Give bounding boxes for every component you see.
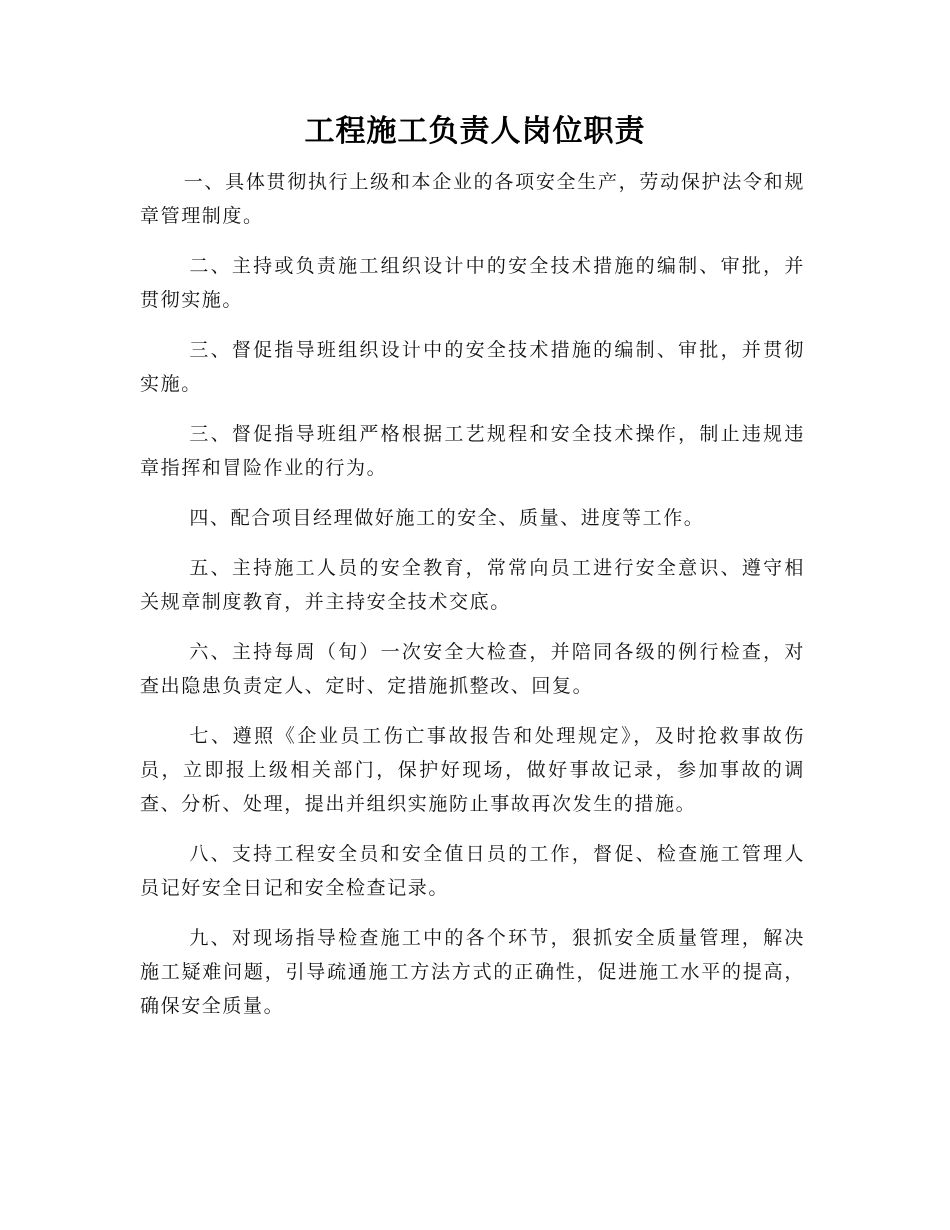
paragraph-10: 九、对现场指导检查施工中的各个环节，狠抓安全质量管理，解决施工疑难问题，引导疏通施工方法方式的正确性，促进施工水平的提高，确保安全质量。 — [140, 927, 805, 1017]
document-title: 工程施工负责人岗位职责 — [304, 114, 646, 149]
paragraph-9: 八、支持工程安全员和安全值日员的工作，督促、检查施工管理人员记好安全日记和安全检查记录。 — [140, 843, 805, 899]
paragraph-7: 六、主持每周（旬）一次安全大检查，并陪同各级的例行检查，对查出隐患负责定人、定时、定措施抓整改、回复。 — [140, 641, 805, 697]
paragraph-6: 五、主持施工人员的安全教育，常常向员工进行安全意识、遵守相关规章制度教育，并主持安全技术交底。 — [140, 557, 805, 613]
paragraph-5: 四、配合项目经理做好施工的安全、质量、进度等工作。 — [189, 507, 705, 529]
paragraph-8: 七、遵照《企业员工伤亡事故报告和处理规定》，及时抢救事故伤员，立即报上级相关部门，保护好现场，做好事故记录，参加事故的调查、分析、处理，提出并组织实施防止事故再次发生的措施。 — [140, 725, 805, 815]
paragraph-2: 二、主持或负责施工组织设计中的安全技术措施的编制、审批，并贯彻实施。 — [140, 255, 805, 311]
paragraph-4: 三、督促指导班组严格根据工艺规程和安全技术操作，制止违规违章指挥和冒险作业的行为。 — [140, 423, 805, 479]
paragraph-1: 一、具体贯彻执行上级和本企业的各项安全生产，劳动保护法令和规章管理制度。 — [140, 171, 805, 227]
document-body — [140, 165, 805, 1039]
paragraph-3: 三、督促指导班组织设计中的安全技术措施的编制、审批，并贯彻实施。 — [140, 339, 805, 395]
